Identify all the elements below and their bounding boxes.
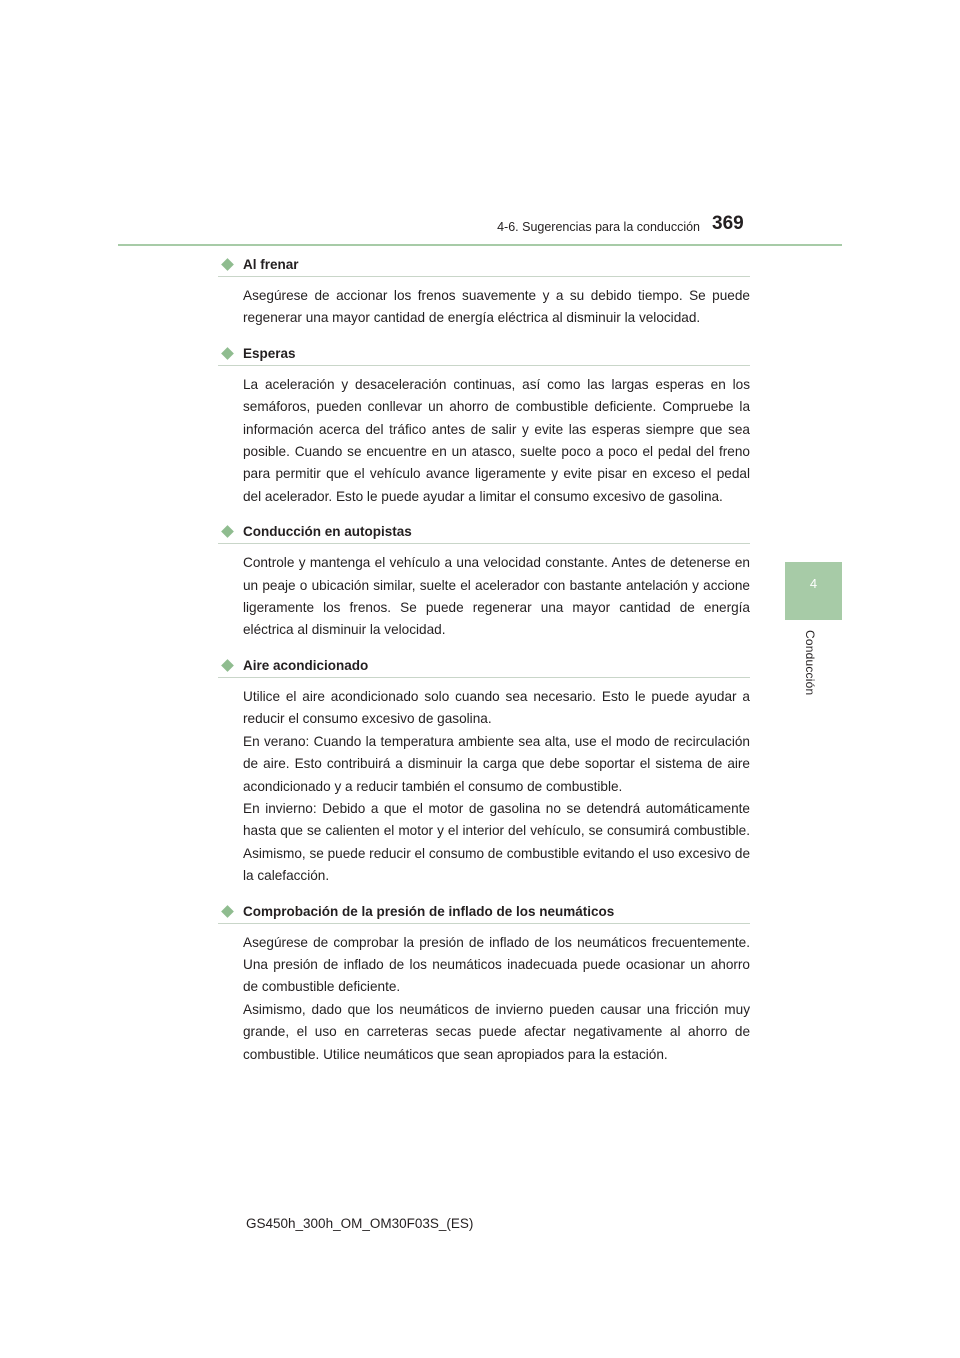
chapter-number: 4 [809,576,818,591]
page-number: 369 [712,213,744,234]
section-aire-acondicionado [218,654,750,888]
paragraph: Controle y mantenga el vehículo a una velocidad constante. Antes de detenerse en un peaje o ubicación similar, suelte el acelerador con bastante antelación y accione ligeramente los frenos. Se puede regenerar una mayor cantidad de energía eléctrica al disminuir la velocidad. [243,555,750,638]
chapter-tab [785,562,842,620]
section-title: Comprobación de la presión de inflado de los neumáticos [243,903,615,919]
paragraph: Asegúrese de accionar los frenos suavemente y a su debido tiempo. Se puede regenerar una mayor cantidad de energía eléctrica al disminuir la velocidad. [243,288,750,326]
section-body [243,374,750,508]
section-body [243,686,750,888]
page-content [218,253,750,1078]
section-body [243,285,750,330]
running-header-section: 4-6. Sugerencias para la conducción [497,220,700,234]
section-title: Esperas [243,345,296,361]
paragraph: Asimismo, dado que los neumáticos de invierno pueden causar una fricción muy grande, el uso en carreteras secas puede afectar negativamente al ahorro de combustible. Utilice neumáticos que sean apropiados para la estación. [243,1001,750,1062]
section-title: Conducción en autopistas [243,524,412,540]
section-title: Al frenar [243,257,299,272]
paragraph: Asegúrese de comprobar la presión de inflado de los neumáticos frecuentemente. Una presión de inflado de los neumáticos inadecuada puede ocasionar un ahorro de combustible deficiente. [243,934,750,995]
section-heading [218,342,750,366]
section-body [243,932,750,1066]
section-presion-neumaticos [218,900,750,1066]
header-divider [118,244,842,246]
document-code: GS450h_300h_OM_OM30F03S_(ES) [246,1216,474,1231]
section-heading [218,253,750,277]
diamond-bullet-icon [221,659,234,672]
section-heading [218,900,750,924]
section-conduccion-autopistas [218,520,750,642]
diamond-bullet-icon [221,258,234,271]
paragraph: En verano: Cuando la temperatura ambiente sea alta, use el modo de recirculación de aire. Esto contribuirá a disminuir la carga que debe soportar el sistema de aire acondicionado y a reducir también el consumo de combustible. [243,733,750,794]
paragraph: Utilice el aire acondicionado solo cuando sea necesario. Esto le puede ayudar a reducir el consumo excesivo de gasolina. [243,688,750,727]
section-heading [218,520,750,544]
diamond-bullet-icon [221,525,234,538]
diamond-bullet-icon [221,347,234,360]
section-heading [218,654,750,678]
section-esperas [218,342,750,508]
diamond-bullet-icon [221,905,234,918]
paragraph: En invierno: Debido a que el motor de gasolina no se detendrá automáticamente hasta que se calienten el motor y el interior del vehículo, se consumirá combustible. Asimismo, se puede reducir el consumo de combustible evitando el uso excesivo de la calefacción. [243,800,751,884]
section-body [243,552,750,642]
chapter-label: Conducción [803,630,817,696]
section-al-frenar [218,253,750,330]
paragraph: La aceleración y desaceleración continuas, así como las largas esperas en los semáforos, pueden conllevar un ahorro de combustible deficiente. Compruebe la información acerca del tráfico antes de salir y evite las esperas siempre que sea posible. Cuando se encuentre en un atasco, suelte poco a poco el pedal del freno para permitir que el vehículo avance ligeramente y evite pisar en exceso el pedal del acelerador. Esto le puede ayudar a limitar el consumo excesivo de gasolina. [243,376,750,504]
section-title: Aire acondicionado [243,657,369,673]
